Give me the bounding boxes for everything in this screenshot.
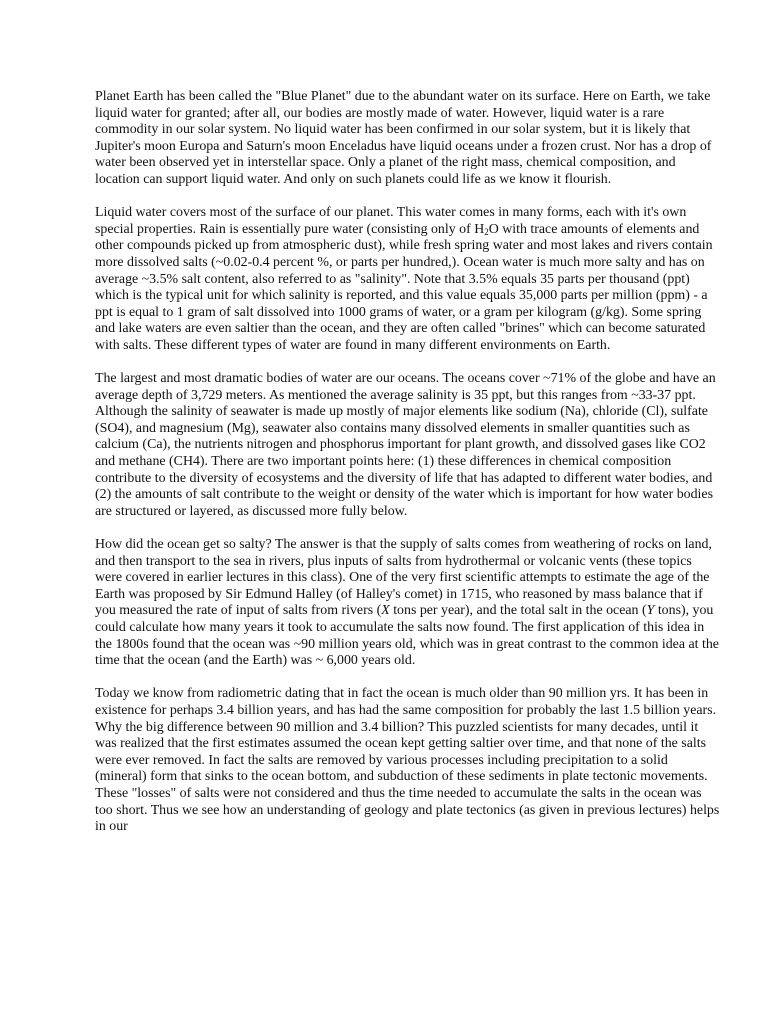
paragraph-ocean-salt: [95, 537, 722, 670]
paragraph-text: How did the ocean get so salty? The answer is that the supply of salts comes from weathering of rocks on land, and then transport to the sea in rivers, plus inputs of salts from hydrothermal or volcanic vents (these topics were covered in earlier lectures in this class). One of the very first scientific attempts to estimate the age of the Earth was proposed by Sir Edmund Halley (of Halley's comet) in 1715, who reasoned by mass balance that if you measured the rate of input of salts from rivers (: [95, 537, 712, 619]
paragraph-blue-planet: Planet Earth has been called the "Blue Planet" due to the abundant water on its surface. Here on Earth, we take liquid water for granted; after all, our bodies are mostly made of water. However, liquid water is a rare commodity in our solar system. No liquid water has been confirmed in our solar system, but it is likely that Jupiter's moon Europa and Saturn's moon Enceladus have liquid oceans under a frozen crust. Nor has a drop of water been observed yet in interstellar space. Only a planet of the right mass, chemical composition, and location can support liquid water. And only on such planets could life as we know it flourish.: [95, 89, 712, 187]
variable-y: Y: [646, 603, 655, 619]
paragraph-liquid-water: [95, 205, 722, 354]
paragraph-text: Liquid water covers most of the surface of our planet. This water comes in many forms, each with it's own special properties. Rain is essentially pure water (consisting only of H: [95, 205, 687, 237]
subscript: 2: [484, 226, 489, 237]
paragraph-radiometric-dating: Today we know from radiometric dating that in fact the ocean is much older than 90 million yrs. It has been in existence for perhaps 3.4 billion years, and has had the same composition for probably the last 1.5 billion years. Why the big difference between 90 million and 3.4 billion? This puzzled scientists for many decades, until it was realized that the first estimates assumed the ocean kept getting saltier over time, and that none of the salts were ever removed. In fact the salts are removed by various processes including precipitation to a solid (mineral) form that sinks to the ocean bottom, and subduction of these sediments in plate tectonic movements. These "losses" of salts were not considered and thus the time needed to accumulate the salts in the ocean was too short. Thus we see how an understanding of geology and plate tectonics (as given in previous lectures) helps in our: [95, 686, 720, 835]
document-body: [95, 89, 722, 852]
paragraph-text: tons per year), and the total salt in the ocean (: [389, 603, 647, 619]
paragraph-oceans: The largest and most dramatic bodies of water are our oceans. The oceans cover ~71% of the globe and have an average depth of 3,729 meters. As mentioned the average salinity is 35 ppt, but this ranges from ~33-37 ppt. Although the salinity of seawater is made up mostly of major elements like sodium (Na), chloride (Cl), sulfate (SO4), and magnesium (Mg), seawater also contains many dissolved elements in smaller quantities such as calcium (Ca), the nutrients nitrogen and phosphorus important for plant growth, and dissolved gases like CO2 and methane (CH4). There are two important points here: (1) these differences in chemical composition contribute to the diversity of ecosystems and the diversity of life that has adapted to different water bodies, and (2) the amounts of salt contribute to the weight or density of the water which is important for how water bodies are structured or layered, as discussed more fully below.: [95, 371, 716, 519]
variable-x: X: [381, 603, 390, 619]
paragraph-text: O with trace amounts of elements and other compounds picked up from atmospheric dust), while fresh spring water and most lakes and rivers contain more dissolved salts (~0.02-0.4 percent %, or parts per hundred,). Ocean water is much more salty and has on average ~3.5% salt content, also referred to as "salinity". Note that 3.5% equals 35 parts per thousand (ppt) which is the typical unit for which salinity is reported, and this value equals 35,000 parts per million (ppm) - a ppt is equal to 1 gram of salt dissolved into 1000 grams of water, or a gram per kilogram (g/kg). Some spring and lake waters are even saltier than the ocean, and they are often called "brines" which can become saturated with salts. These different types of water are found in many different environments on Earth.: [95, 221, 713, 353]
paragraph-text: tons), you could calculate how many years it took to accumulate the salts now found. The first application of this idea in the 1800s found that the ocean was ~90 million years old, which was in great contrast to the common idea at the time that the ocean (and the Earth) was ~ 6,000 years old.: [95, 603, 719, 669]
